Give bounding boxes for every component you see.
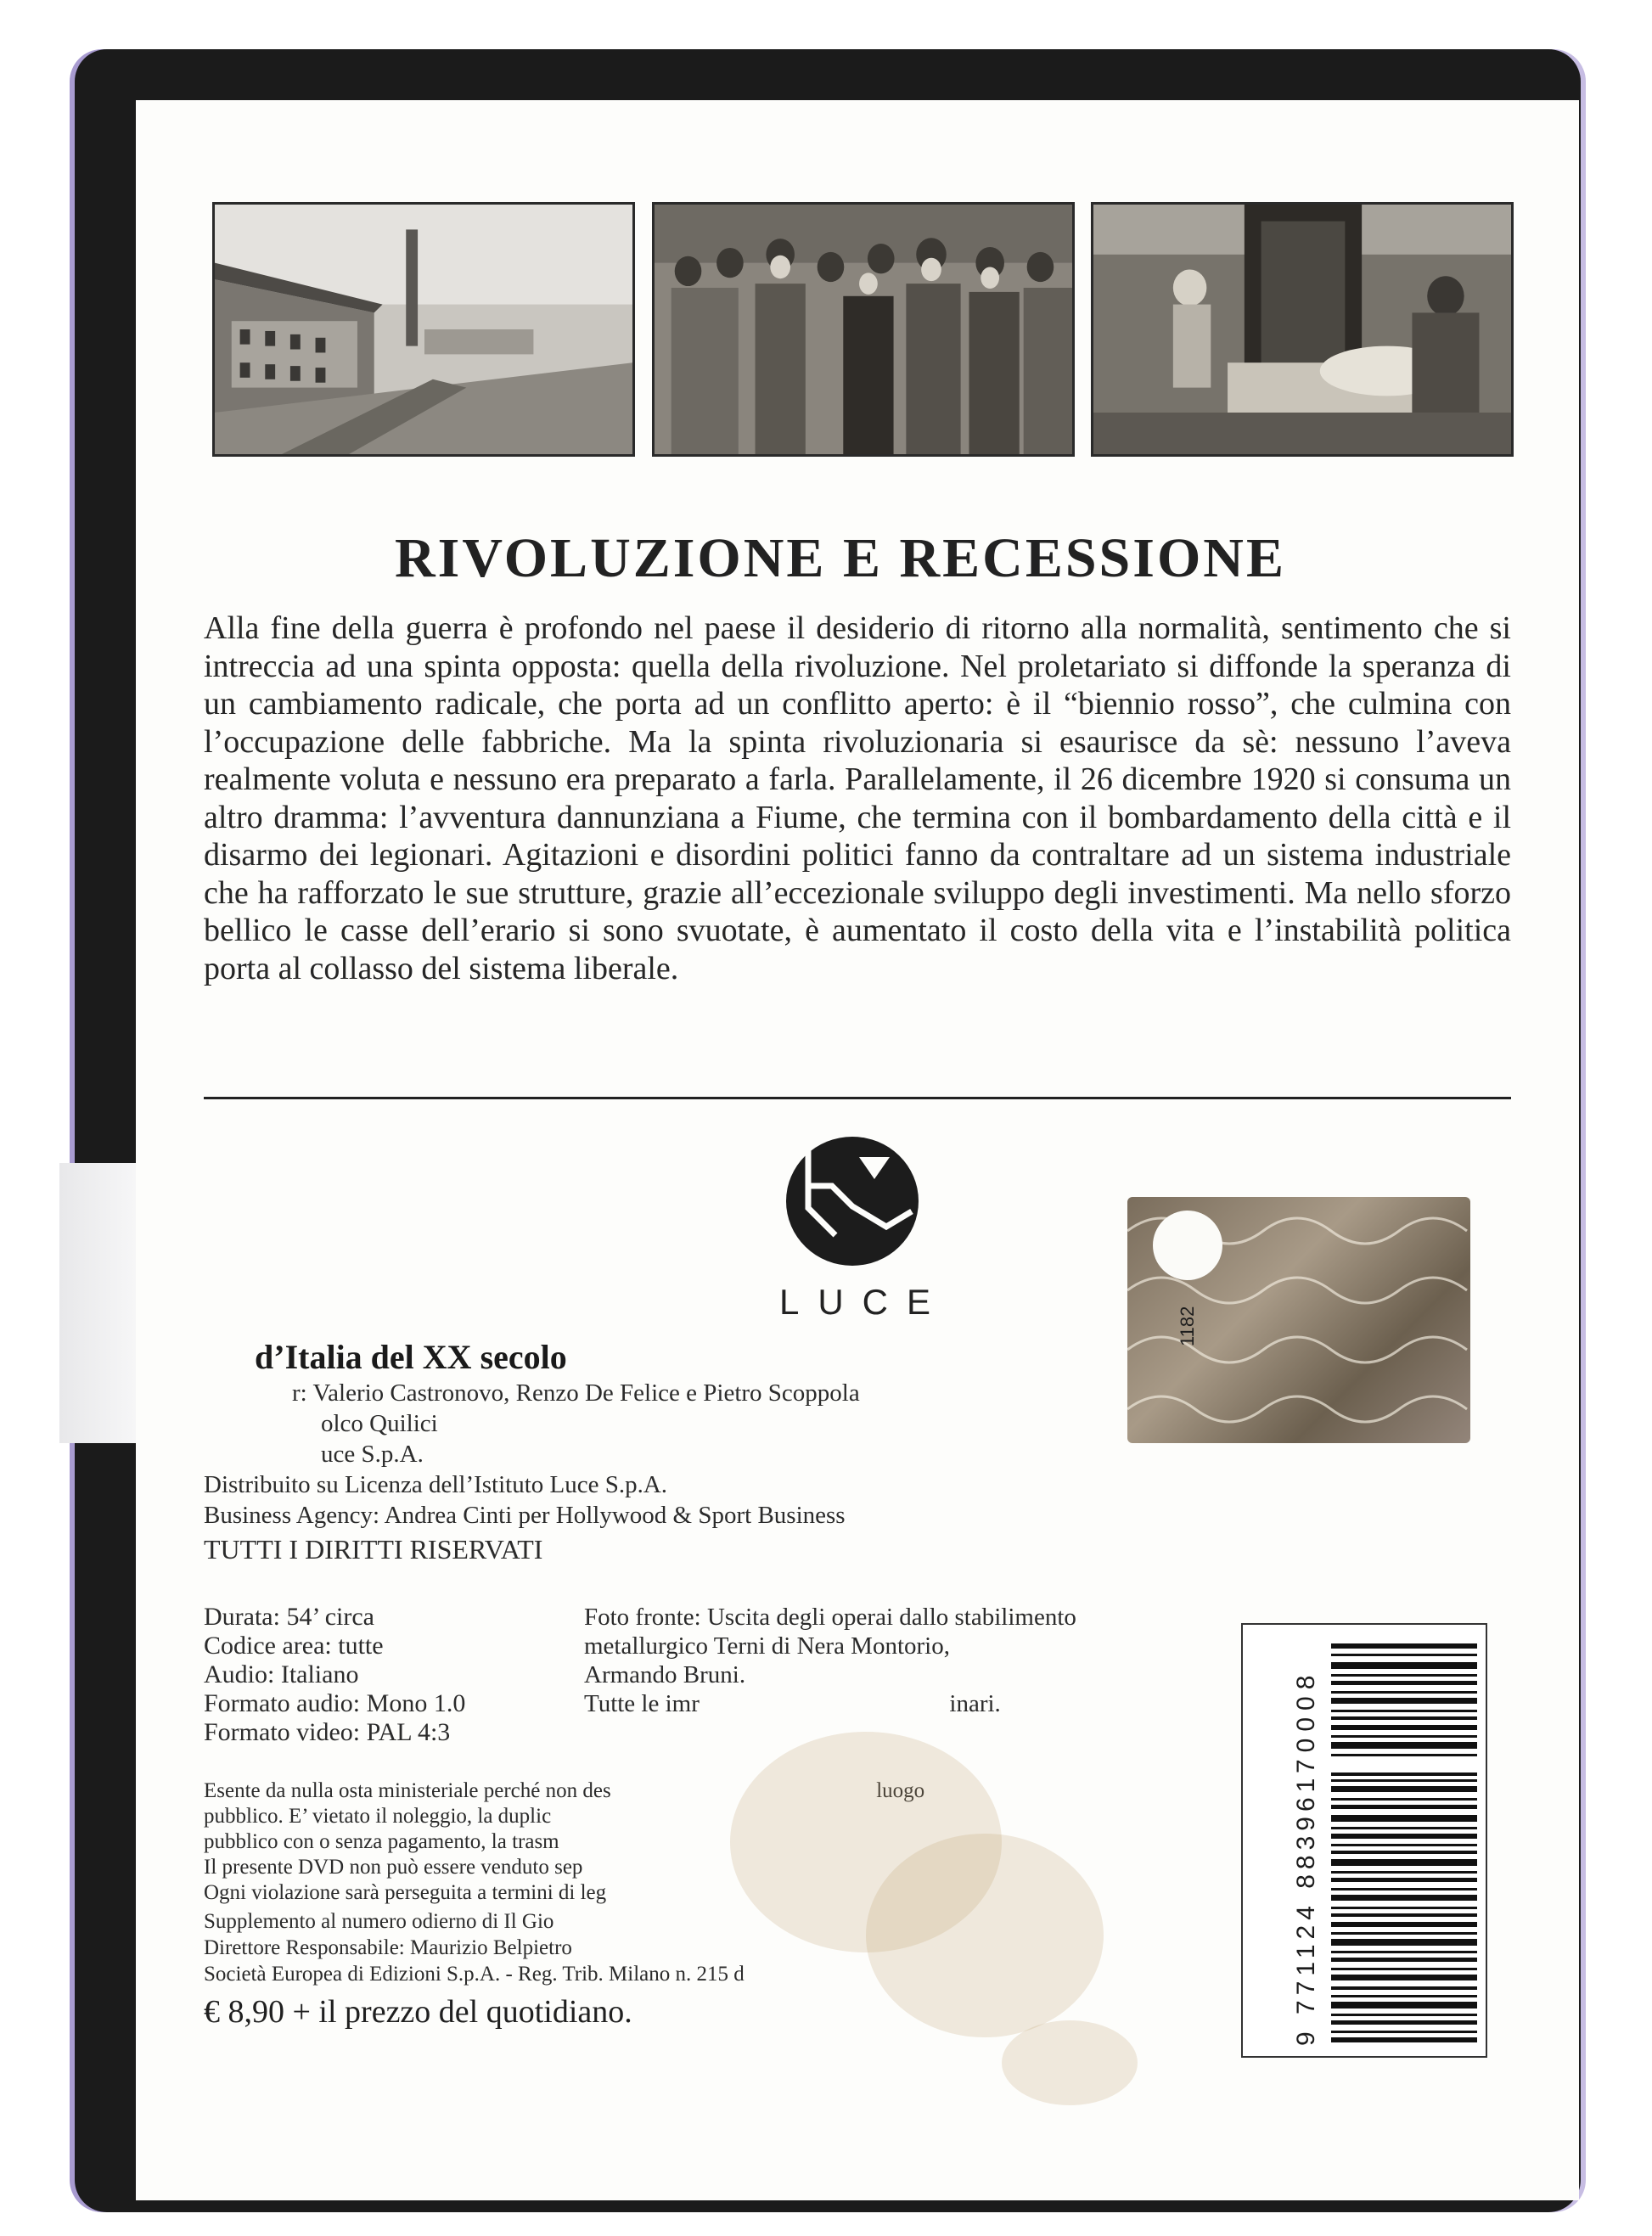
barcode-bars [1331, 1637, 1477, 2048]
photo-factory [212, 202, 635, 457]
price: € 8,90 + il prezzo del quotidiano. [204, 1994, 632, 2030]
stain [866, 1834, 1104, 2037]
barcode-ean-digits: 9 771124 883961 [1292, 1773, 1320, 2046]
legal-fragment: luogo [876, 1779, 925, 1802]
credit-line: uce S.p.A. [321, 1441, 424, 1468]
foto-line [584, 1689, 1212, 1718]
photo-credits [584, 1603, 1212, 1718]
supp-line: Direttore Responsabile: Maurizio Belpietro [204, 1936, 572, 1959]
stain [1002, 2020, 1138, 2105]
barcode-supplement-digits: 70008 [1292, 1668, 1320, 1773]
hologram-code: 1182 [1177, 1306, 1198, 1346]
credit-line: r: Valerio Castronovo, Renzo De Felice e Pietro Scoppola [292, 1379, 860, 1407]
spec-durata: Durata: 54’ circa [204, 1603, 374, 1631]
series-title: d’Italia del XX secolo [255, 1338, 567, 1376]
rights-notice: TUTTI I DIRITTI RISERVATI [204, 1534, 543, 1565]
foto-line: Armando Bruni. [584, 1661, 746, 1688]
credit-line: Business Agency: Andrea Cinti per Hollywood & Sport Business [204, 1502, 846, 1529]
credit-line: olco Quilici [321, 1410, 438, 1437]
siae-hologram [1127, 1197, 1470, 1443]
legal-line: Ogni violazione sarà perseguita a termini di leg [204, 1881, 607, 1904]
page-title: RIVOLUZIONE E RECESSIONE [395, 527, 1286, 589]
foto-fragment: inari. [949, 1690, 1001, 1717]
spec-formato-audio: Formato audio: Mono 1.0 [204, 1689, 466, 1717]
foto-line: metallurgico Terni di Nera Montorio, [584, 1632, 950, 1660]
luce-logo [784, 1133, 920, 1269]
technical-specs [204, 1603, 465, 1747]
photo-crowd [652, 202, 1075, 457]
luce-wordmark: LUCE [778, 1282, 950, 1322]
hologram-dot [1153, 1211, 1222, 1280]
legal-line: Il presente DVD non può essere venduto sep [204, 1856, 583, 1879]
photo-foundry [1091, 202, 1514, 457]
legal-line: pubblico con o senza pagamento, la trasm [204, 1830, 559, 1853]
spec-audio: Audio: Italiano [204, 1660, 359, 1688]
barcode-label [1241, 1623, 1487, 2058]
foto-line: Foto fronte: Uscita degli operai dallo stabilimento [584, 1604, 1076, 1631]
legal-fragment: Esente da nulla osta ministeriale perché non des [204, 1779, 611, 1802]
foto-fragment: Tutte le imr [584, 1690, 700, 1717]
divider [204, 1097, 1511, 1099]
supp-line: Società Europea di Edizioni S.p.A. - Reg. Trib. Milano n. 215 d [204, 1963, 745, 1986]
spec-codice-area: Codice area: tutte [204, 1632, 384, 1660]
supp-line: Supplemento al numero odierno di Il Gio [204, 1910, 554, 1933]
spec-formato-video: Formato video: PAL 4:3 [204, 1718, 451, 1746]
legal-line: pubblico. E’ vietato il noleggio, la duplic [204, 1805, 552, 1828]
credit-line: Distribuito su Licenza dell’Istituto Luce S.p.A. [204, 1471, 668, 1498]
description-text: Alla fine della guerra è profondo nel paese il desiderio di ritorno alla normalità, sentimento che si intreccia ad una spinta opposta: quella della rivoluzione. Nel proletariato si diffonde la speranza di un cambiamento radicale, che porta ad un conflitto aperto: è il “biennio rosso”, che culmina con l’occupazione delle fabbriche. Ma la spinta rivoluzionaria si esaurisce da sè: nessuno l’aveva realmente voluta e nessuno era preparato a farla. Parallelamente, il 26 dicembre 1920 si consuma un altro dramma: l’avventura dannunziana a Fiume, che termina con il bombardamento della città e il disarmo dei legionari. Agitazioni e disordini politici fanno da contraltare ad un sistema industriale che ha rafforzato le sue strutture, grazie all’eccezionale sviluppo degli investimenti. Ma nello sforzo bellico le casse dell’erario si sono svuotate, è aumentato il costo della vita e l’instabilità politica porta al collasso del sistema liberale. [204, 610, 1511, 986]
